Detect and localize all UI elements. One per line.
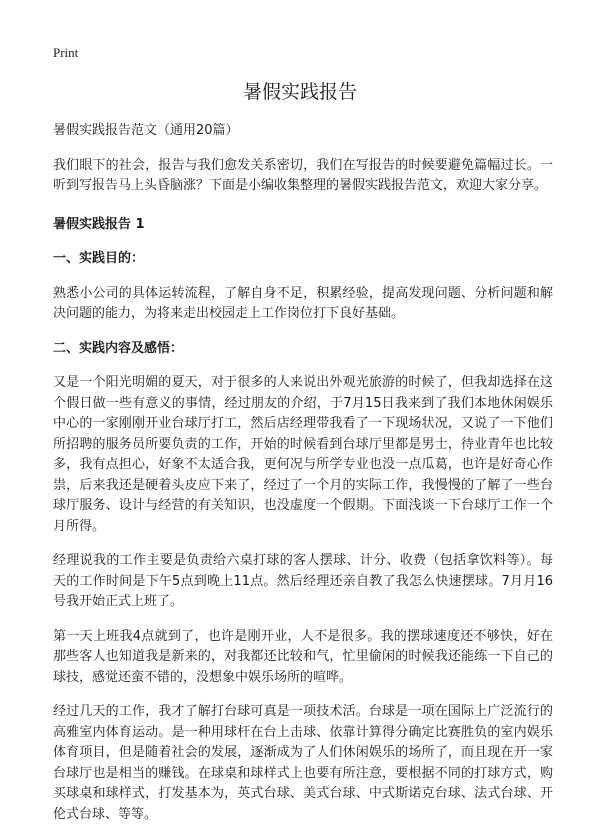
document-subtitle: 暑假实践报告范文（通用20篇） — [53, 123, 239, 138]
body-paragraph: 又是一个阳光明媚的夏天，对于很多的人来说出外观光旅游的时候了，但我却选择在这个假日做一些有意义的事情，经过朋友的介绍，于7月15日我来到了我们本地休闲娱乐中心的一家刚刚开业台球厅打工，然后店经理带我看了一下现场状况，又说了一下他们所招聘的服务员所要负责的工作，开始的时候看到台球厅里都是男士，待业青年也比较多，我有点担心，好象不太适合我，更何况与所学专业也没一点瓜葛，也许是好奇心作祟，后来我还是硬着头皮应下来了，经过了一个月的实际工作，我慢慢的了解了一些台球厅服务、设计与经营的有关知识，也没虚度一个假期。下面浅谈一下台球厅工作一个月所得。 — [53, 375, 553, 534]
intro-paragraph: 我们眼下的社会，报告与我们愈发关系密切，我们在写报告的时候要避免篇幅过长。一听到写报告马上头昏脑涨？下面是小编收集整理的暑假实践报告范文，欢迎大家分享。 — [53, 157, 553, 193]
section-heading-content: 二、实践内容及感悟： — [53, 340, 184, 356]
document-body — [53, 121, 553, 825]
print-link[interactable]: Print — [53, 45, 79, 60]
purpose-paragraph: 熟悉小公司的具体运转流程，了解自身不足，积累经验，提高发现问题、分析问题和解决问题的能力，为将来走出校园走上工作岗位打下良好基础。 — [53, 285, 553, 321]
body-paragraph: 经过几天的工作，我才了解打台球可真是一项技术活。台球是一项在国际上广泛流行的高雅室内体育运动。是一种用球杆在台上击球、依靠计算得分确定比赛胜负的室内娱乐体育项目，但是随着社会的发展，逐渐成为了人们休闲娱乐的场所了，而且现在开一家台球厅也是相当的赚钱。在球桌和球样式上也要有所注意，要根据不同的打球方式，购买球桌和球样式，打发基本为，英式台球、美式台球、中式斯诺克台球、法式台球、开伦式台球、等等。 — [53, 704, 553, 822]
report-heading: 暑假实践报告 1 — [53, 216, 145, 232]
body-paragraph: 第一天上班我4点就到了，也许是刚开业，人不是很多。我的摆球速度还不够快，好在那些客人也知道我是新来的，对我都还比较和气，忙里偷闲的时候我还能练一下自己的球技，感觉还蛮不错的，没想象中娱乐场所的喧哗。 — [53, 628, 553, 685]
body-paragraph: 经理说我的工作主要是负责给六桌打球的客人摆球、计分、收费（包括拿饮料等）。每天的工作时间是下午5点到晚上11点。然后经理还亲自教了我怎么快速摆球。7月月16号我开始正式上班了。 — [53, 553, 553, 609]
section-heading-purpose: 一、实践目的： — [53, 251, 145, 266]
document-title: 暑假实践报告 — [242, 81, 357, 103]
